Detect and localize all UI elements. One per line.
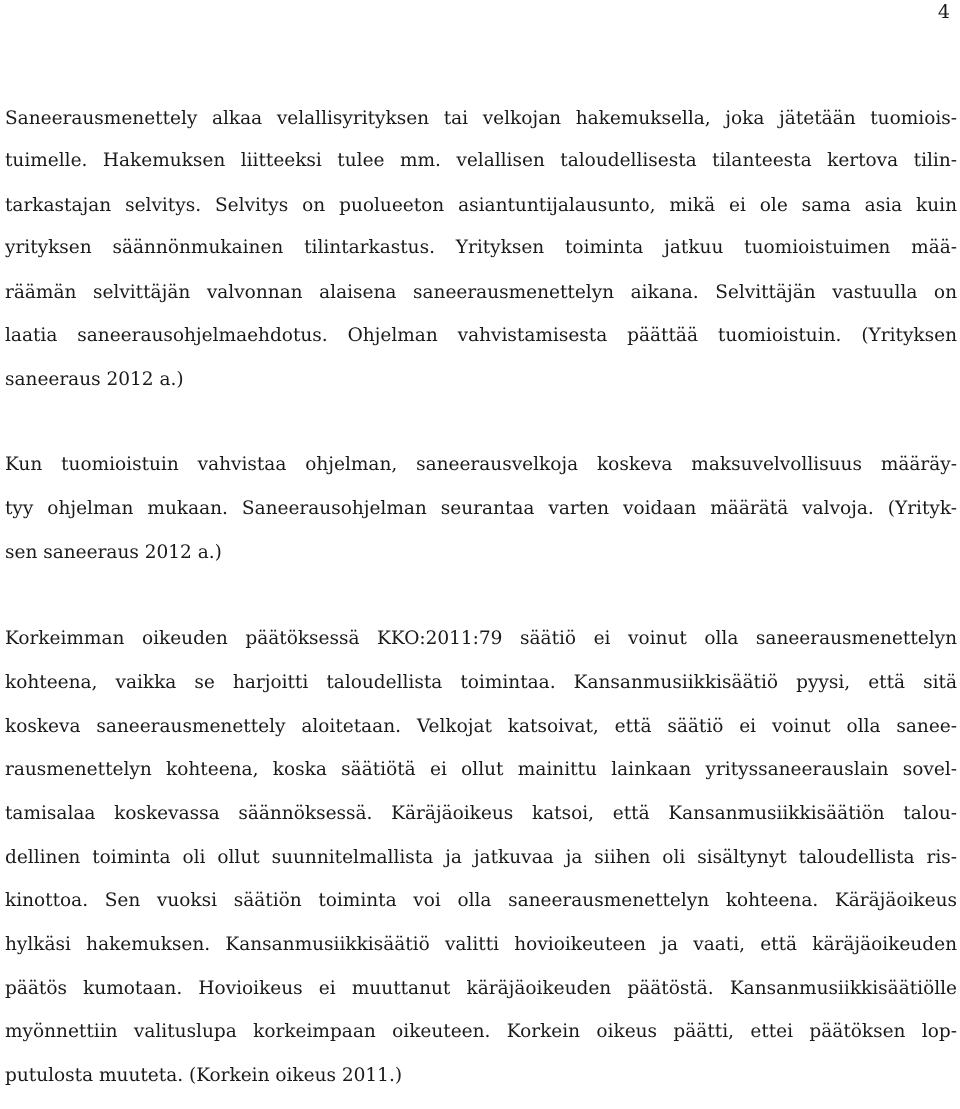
text-line: hylkäsi hakemuksen. Kansanmusiikkisäätiö valitti hovioikeuteen ja vaati, että käräjäoikeuden [5,934,957,955]
text-line: räämän selvittäjän valvonnan alaisena saneerausmenettelyn aikana. Selvittäjän vastuulla on [5,282,957,303]
text-line: yrityksen säännönmukainen tilintarkastus. Yrityksen toiminta jatkuu tuomioistuimen mää- [5,237,957,258]
text-line: putulosta muuteta. (Korkein oikeus 2011.) [5,1065,403,1086]
text-line: tuimelle. Hakemuksen liitteeksi tulee mm. velallisen taloudellisesta tilanteesta kertova tilin- [5,150,957,171]
page-number: 4 [937,1,950,23]
text-line: dellinen toiminta oli ollut suunnitelmallista ja jatkuvaa ja siihen oli sisältynyt taloudellista ris- [5,847,957,868]
text-line: rausmenettelyn kohteena, koska säätiötä ei ollut mainittu lainkaan yrityssaneerauslain sovel- [5,759,957,780]
text-line: tarkastajan selvitys. Selvitys on puolueeton asiantuntijalausunto, mikä ei ole sama asia kuin [5,195,957,216]
text-line: saneeraus 2012 a.) [5,369,184,390]
text-line: tamisalaa koskevassa säännöksessä. Käräjäoikeus katsoi, että Kansanmusiikkisäätiön talou- [5,803,957,824]
text-line: kohteena, vaikka se harjoitti taloudellista toimintaa. Kansanmusiikkisäätiö pyysi, että sitä [5,672,957,693]
text-line: koskeva saneerausmenettely aloitetaan. Velkojat katsoivat, että säätiö ei voinut olla sanee- [5,716,957,737]
text-line: Kun tuomioistuin vahvistaa ohjelman, saneerausvelkoja koskeva maksuvelvollisuus määräy- [5,454,957,475]
text-line: päätös kumotaan. Hovioikeus ei muuttanut käräjäoikeuden päätöstä. Kansanmusiikkisäätiölle [5,978,957,999]
text-line: sen saneeraus 2012 a.) [5,542,222,563]
text-line: laatia saneerausohjelmaehdotus. Ohjelman vahvistamisesta päättää tuomioistuin. (Yrityksen [5,325,957,346]
text-line: kinottoa. Sen vuoksi säätiön toiminta voi olla saneerausmenettelyn kohteena. Käräjäoikeus [5,890,957,911]
text-line: myönnettiin valituslupa korkeimpaan oikeuteen. Korkein oikeus päätti, ettei päätöksen lop- [5,1021,957,1042]
text-line: tyy ohjelman mukaan. Saneerausohjelman seurantaa varten voidaan määrätä valvoja. (Yrityk- [5,498,957,519]
text-line: Saneerausmenettely alkaa velallisyrityksen tai velkojan hakemuksella, joka jätetään tuomiois- [5,108,957,129]
text-line: Korkeimman oikeuden päätöksessä KKO:2011:79 säätiö ei voinut olla saneerausmenettelyn [5,628,957,649]
